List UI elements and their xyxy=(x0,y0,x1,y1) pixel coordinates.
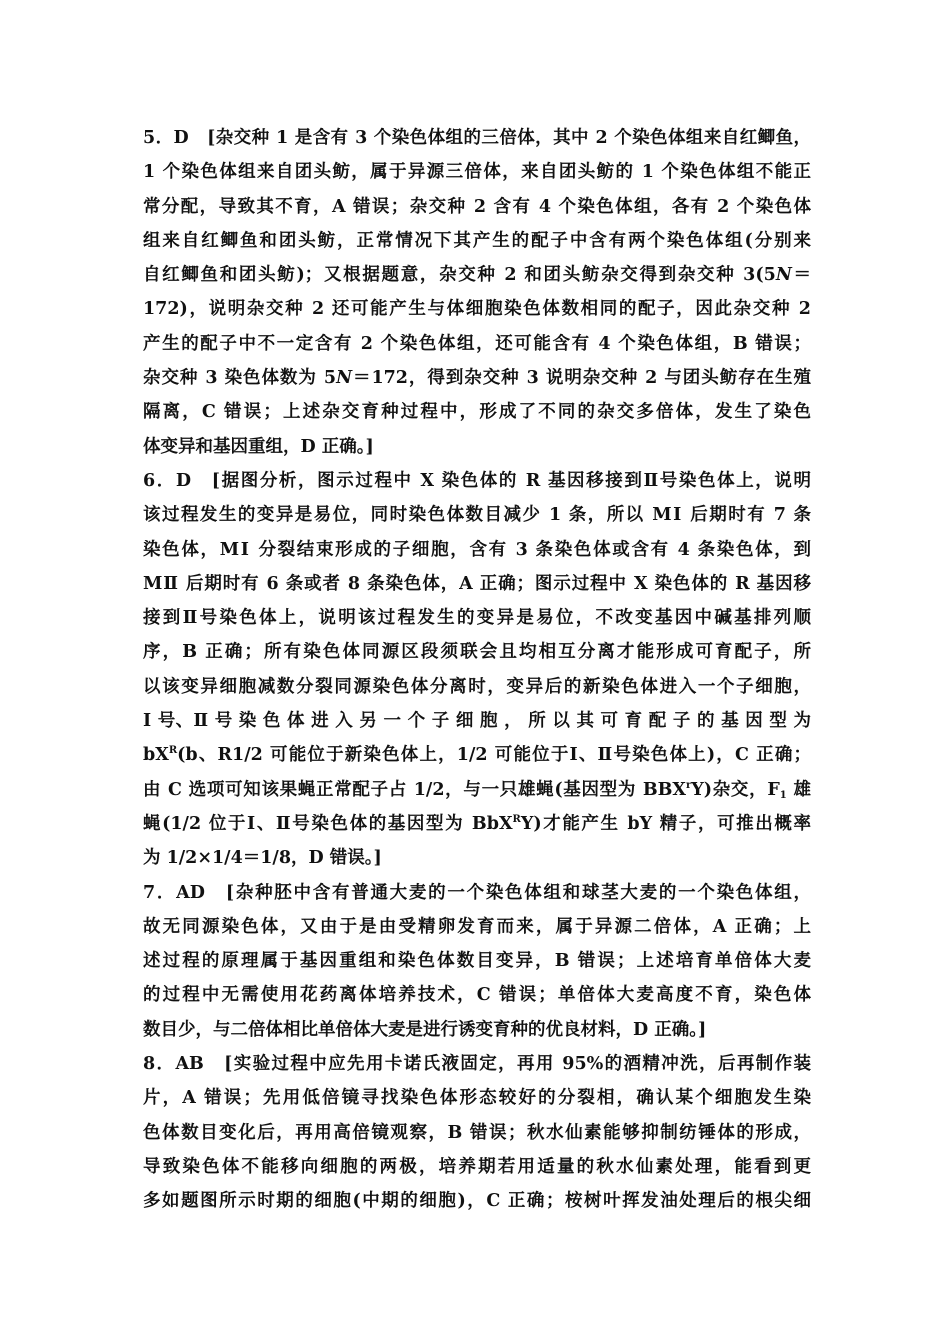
text-line: 产生的配子中不一定含有 2 个染色体组，还可能含有 4 个染色体组，B 错误； xyxy=(143,333,811,354)
text-line: 隔离，C 错误；上述杂交育种过程中，形成了不同的杂交多倍体，发生了染色 xyxy=(143,402,811,423)
text-line: 多如题图所示时期的细胞(中期的细胞)，C 正确；桉树叶挥发油处理后的根尖细 xyxy=(143,1191,811,1212)
text-line: 述过程的原理属于基因重组和染色体数目变异，B 错误；上述培育单倍体大麦 xyxy=(143,951,811,972)
text-line: 接到Ⅱ号染色体上，说明该过程发生的变异是易位，不改变基因中碱基排列顺 xyxy=(143,608,811,629)
text-line: 杂交种 3 染色体数为 5N＝172，得到杂交种 3 说明杂交种 2 与团头鲂存在生殖 xyxy=(143,368,811,389)
text-line: 5．D [杂交种 1 是含有 3 个染色体组的三倍体，其中 2 个染色体组来自红鲫鱼， xyxy=(143,128,811,148)
text-line: 为 1/2×1/4＝1/8，D 错误。] xyxy=(143,848,382,869)
text-line: 导致染色体不能移向细胞的两极，培养期若用适量的秋水仙素处理，能看到更 xyxy=(143,1156,811,1177)
text-line: Ⅰ 号、Ⅱ 号 染 色 体 进 入 另 一 个 子 细 胞 ， 所 以 其 可 育 配 子 的 基 因 型 为 xyxy=(143,711,811,732)
text-line: 6．D [据图分析，图示过程中 X 染色体的 R 基因移接到Ⅱ号染色体上，说明 xyxy=(143,470,811,491)
text-line: 7．AD [杂种胚中含有普通大麦的一个染色体组和球茎大麦的一个染色体组， xyxy=(143,882,811,903)
text-line: 的过程中无需使用花药离体培养技术，C 错误；单倍体大麦高度不育，染色体 xyxy=(143,985,811,1006)
text-line: 体变异和基因重组，D 正确。] xyxy=(143,436,374,457)
text-line: 以该变异细胞减数分裂同源染色体分离时，变异后的新染色体进入一个子细胞， xyxy=(143,676,811,697)
text-line: $bX^R(b$、R1/2 可能位于新染色体上，1/2 可能位于Ⅰ、Ⅱ号染色体上)，C 正确； xyxy=(143,745,811,766)
answer-document xyxy=(143,121,811,1219)
text-line: 172)，说明杂交种 2 还可能产生与体细胞染色体数相同的配子，因此杂交种 2 xyxy=(143,299,811,320)
text-line: 故无同源染色体，又由于是由受精卵发育而来，属于异源二倍体，A 正确；上 xyxy=(143,916,811,937)
text-line: 由 C 选项可知该果蝇正常配子占 1/2，与一只雄蝇(基因型为 BBX$^r$Y)杂交，$F_1$ 雄 xyxy=(143,779,812,801)
answer-q5 xyxy=(143,121,811,464)
text-line: 自红鲫鱼和团头鲂)；又根据题意，杂交种 2 和团头鲂杂交得到杂交种 3(5N＝ xyxy=(143,265,811,286)
text-line: 序，B 正确；所有染色体同源区段须联会且均相互分离才能形成可育配子，所 xyxy=(143,642,811,663)
text-line: 组来自红鲫鱼和团头鲂，正常情况下其产生的配子中含有两个染色体组(分别来 xyxy=(143,230,811,251)
text-line: 常分配，导致其不育，A 错误；杂交种 2 含有 4 个染色体组，各有 2 个染色体 xyxy=(143,196,811,217)
text-line: 该过程发生的变异是易位，同时染色体数目减少 1 条，所以 MⅠ 后期时有 7 条 xyxy=(143,505,811,526)
text-line: 色体数目变化后，再用高倍镜观察，B 错误；秋水仙素能够抑制纺锤体的形成， xyxy=(143,1122,811,1143)
text-line: 片，A 错误；先用低倍镜寻找染色体形态较好的分裂相，确认某个细胞发生染 xyxy=(143,1088,811,1109)
text-line: 染色体，MⅠ 分裂结束形成的子细胞，含有 3 条染色体或含有 4 条染色体，到 xyxy=(143,539,811,560)
text-line: MⅡ 后期时有 6 条或者 8 条染色体，A 正确；图示过程中 X 染色体的 R 基因移 xyxy=(143,573,811,594)
answer-q7 xyxy=(143,876,811,1047)
text-line: 蝇(1/2 位于Ⅰ、Ⅱ号染色体的基因型为 BbX$^R$Y)才能产生 bY 精子，可推出概率 xyxy=(143,813,811,834)
answer-q6 xyxy=(143,464,811,876)
text-line: 数目少，与二倍体相比单倍体大麦是进行诱变育种的优良材料，D 正确。] xyxy=(143,1019,707,1040)
text-line: 8．AB [实验过程中应先用卡诺氏液固定，再用 95%的酒精冲洗，后再制作装 xyxy=(143,1054,811,1075)
text-line: 1 个染色体组来自团头鲂，属于异源三倍体，来自团头鲂的 1 个染色体组不能正 xyxy=(143,162,811,183)
answer-q8 xyxy=(143,1047,811,1218)
